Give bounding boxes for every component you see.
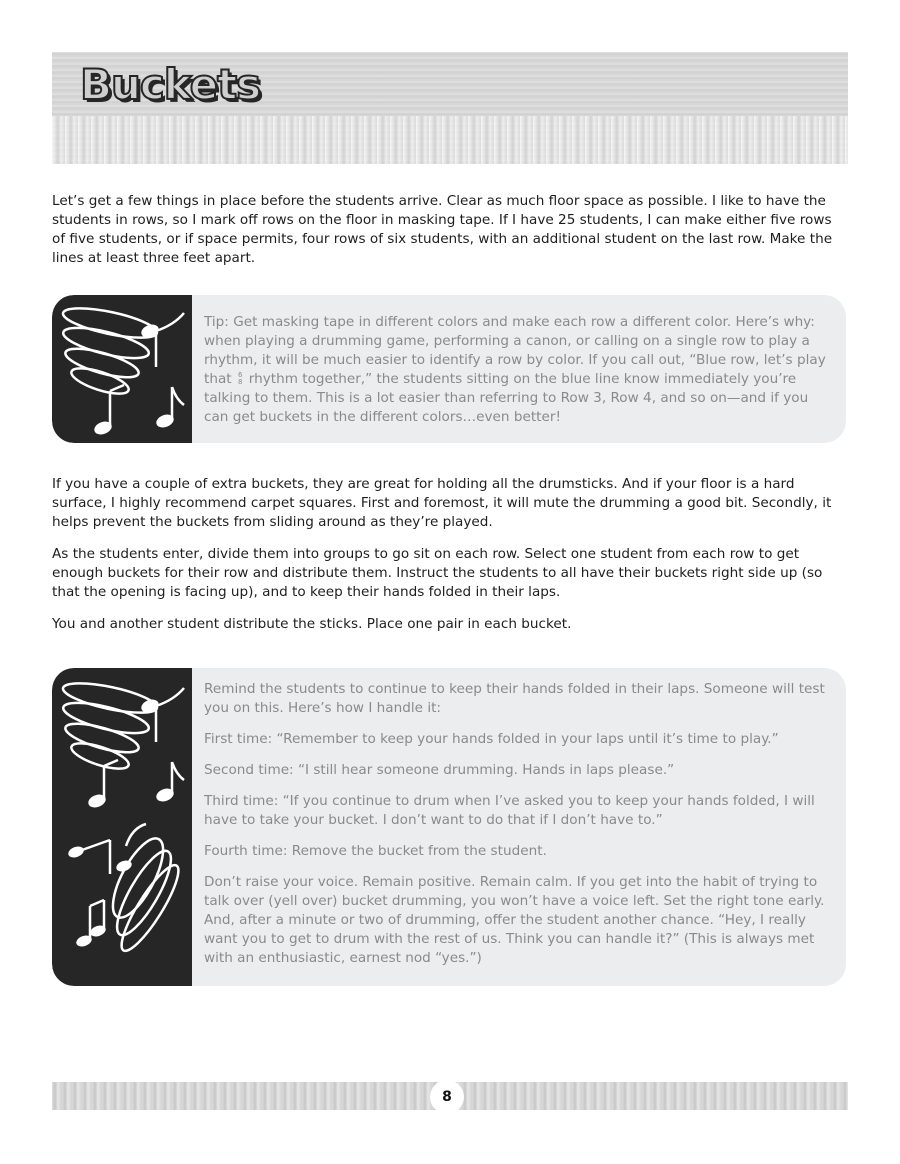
tip-text	[204, 680, 830, 980]
tip-paragraph-advice: Don’t raise your voice. Remain positive. Remain calm. If you get into the habit of trying to talk over (yell over) bucket drumming, you won’t have a voice left. Set the right tone early. And, after a minute or two of drumming, offer the student another chance. “Hey, I really want you to get to drum with the rest of us. Think you can handle it?” (This is always met with an enthusiastic, earnest nod “yes.”)	[204, 874, 825, 966]
page-title: Buckets	[80, 60, 261, 109]
body-paragraph-groups: As the students enter, divide them into groups to go sit on each row. Select one student from each row to get enough buckets for their row and distribute them. Instruct the students to all have their buckets right side up (so that the opening is facing up), and to keep their hands folded in their laps.	[52, 546, 823, 600]
header-banner	[52, 52, 848, 164]
tip-paragraph-first: First time: “Remember to keep your hands folded in your laps until it’s time to play.”	[204, 731, 779, 747]
page-number: 8	[430, 1080, 464, 1114]
tip-paragraph: Tip: Get masking tape in different colors and make each row a different color. Here’s why: when playing a drumming game, performing a canon, or calling on a single row to play a rhythm, it will be much easier to identify a row by color. If you call out, “Blue row, let’s play that 6 8 rhythm together,” the students sitting on the blue line know immediately you’re talking to them. This is a lot easier than referring to Row 3, Row 4, and so on—and if you can get buckets in the different colors…even better!	[204, 314, 826, 425]
tip-paragraph-fourth: Fourth time: Remove the bucket from the student.	[204, 843, 547, 859]
tip-text	[204, 313, 830, 439]
body-paragraph-buckets: If you have a couple of extra buckets, they are great for holding all the drumsticks. And if your floor is a hard surface, I highly recommend carpet squares. First and foremost, it will mute the drumming a good bit. Secondly, it helps prevent the buckets from sliding around as they’re played.	[52, 476, 832, 530]
music-notes-swirl-icon	[52, 295, 192, 443]
music-notes-swirl-icon	[52, 668, 192, 986]
intro-paragraph: Let’s get a few things in place before the students arrive. Clear as much floor space as possible. I like to have the students in rows, so I mark off rows on the floor in masking tape. If I have 25 students, I can make either five rows of five students, or if space permits, four rows of six students, with an additional student on the last row. Make the lines at least three feet apart.	[52, 193, 833, 266]
time-signature: 6 8	[237, 371, 243, 386]
body-paragraph-sticks: You and another student distribute the sticks. Place one pair in each bucket.	[52, 616, 572, 632]
banner-torn-edge	[52, 116, 848, 164]
tip-paragraph-second: Second time: “I still hear someone drumming. Hands in laps please.”	[204, 762, 675, 778]
tip-paragraph-third: Third time: “If you continue to drum when I’ve asked you to keep your hands folded, I will have to take your bucket. I don’t want to do that if I don’t have to.”	[204, 793, 815, 828]
tip-paragraph-intro: Remind the students to continue to keep their hands folded in their laps. Someone will test you on this. Here’s how I handle it:	[204, 681, 825, 716]
tip-box-hands-folded	[52, 668, 846, 986]
tip-box-masking-tape	[52, 295, 846, 443]
